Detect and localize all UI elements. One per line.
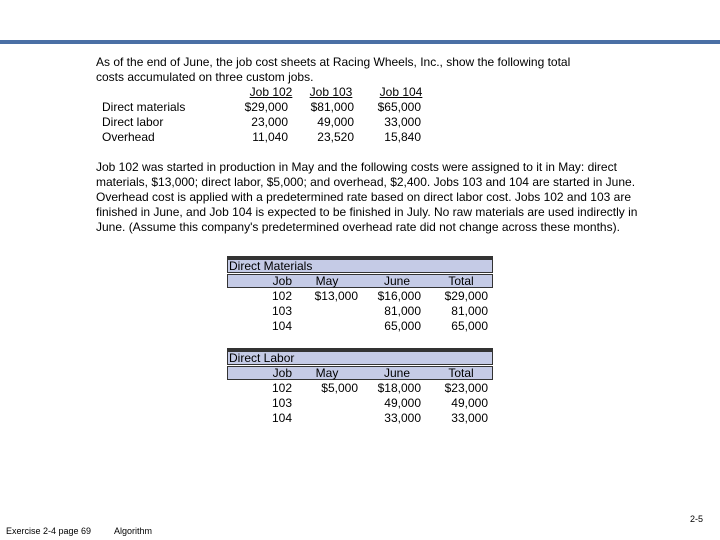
cell: 81,000 xyxy=(384,304,421,318)
paragraph-line: Job 102 was started in production in May and the following costs were assigned to it in May: direct xyxy=(96,160,617,174)
cell: $23,000 xyxy=(444,381,488,395)
row-label-direct-labor: Direct labor xyxy=(102,115,164,129)
cell: 49,000 xyxy=(384,396,421,410)
paragraph-line: finished in June, and Job 104 is expected to be finished in July. No raw materials are used indirectly in xyxy=(96,205,638,219)
col-header-job: Job xyxy=(272,274,292,288)
cell: 81,000 xyxy=(451,304,488,318)
cell: $5,000 xyxy=(321,381,358,395)
cell: $29,000 xyxy=(244,100,288,114)
cell: $81,000 xyxy=(310,100,354,114)
cell: 104 xyxy=(271,411,292,425)
header-job-103: Job 103 xyxy=(309,85,353,99)
cell: 23,520 xyxy=(317,130,354,144)
cell: 102 xyxy=(271,381,292,395)
paragraph-line: Overhead cost is applied with a predetermined rate based on direct labor cost. Jobs 102 and 103 are xyxy=(96,190,631,204)
cell: 65,000 xyxy=(451,319,488,333)
col-header-total: Total xyxy=(448,366,474,380)
cell: 49,000 xyxy=(317,115,354,129)
col-header-job: Job xyxy=(272,366,292,380)
col-header-may: May xyxy=(315,366,339,380)
intro-line-2: costs accumulated on three custom jobs. xyxy=(96,70,314,84)
row-label-direct-materials: Direct materials xyxy=(102,100,186,114)
cell: $29,000 xyxy=(444,289,488,303)
page-number: 2-5 xyxy=(690,514,704,524)
footer-algorithm: Algorithm xyxy=(114,526,153,536)
paragraph-line: June. (Assume this company's predetermined overhead rate did not change across these months). xyxy=(96,220,620,234)
cell: 102 xyxy=(271,289,292,303)
cell: 33,000 xyxy=(451,411,488,425)
col-header-june: June xyxy=(383,366,411,380)
cell: 23,000 xyxy=(251,115,288,129)
col-header-june: June xyxy=(383,274,411,288)
intro-line-1: As of the end of June, the job cost sheets at Racing Wheels, Inc., show the following total xyxy=(96,55,571,69)
col-header-may: May xyxy=(315,274,339,288)
cell: $18,000 xyxy=(377,381,421,395)
row-label-overhead: Overhead xyxy=(102,130,155,144)
cell: 15,840 xyxy=(384,130,421,144)
table-title: Direct Labor xyxy=(229,351,295,365)
cell: $16,000 xyxy=(377,289,421,303)
cell: 103 xyxy=(271,396,292,410)
cell: 103 xyxy=(271,304,292,318)
cell: 49,000 xyxy=(451,396,488,410)
cell: $65,000 xyxy=(377,100,421,114)
cell: 65,000 xyxy=(384,319,421,333)
top-rule xyxy=(0,40,720,44)
col-header-total: Total xyxy=(448,274,474,288)
cell: $13,000 xyxy=(314,289,358,303)
header-job-102: Job 102 xyxy=(249,85,293,99)
cell: 11,040 xyxy=(252,130,288,144)
footer-exercise-ref: Exercise 2-4 page 69 xyxy=(6,526,92,536)
table-title: Direct Materials xyxy=(229,259,313,273)
cell: 33,000 xyxy=(384,115,421,129)
cell: 104 xyxy=(271,319,292,333)
header-job-104: Job 104 xyxy=(379,85,423,99)
paragraph-line: materials, $13,000; direct labor, $5,000; and overhead, $2,400. Jobs 103 and 104 are started in June. xyxy=(96,175,636,189)
cell: 33,000 xyxy=(384,411,421,425)
